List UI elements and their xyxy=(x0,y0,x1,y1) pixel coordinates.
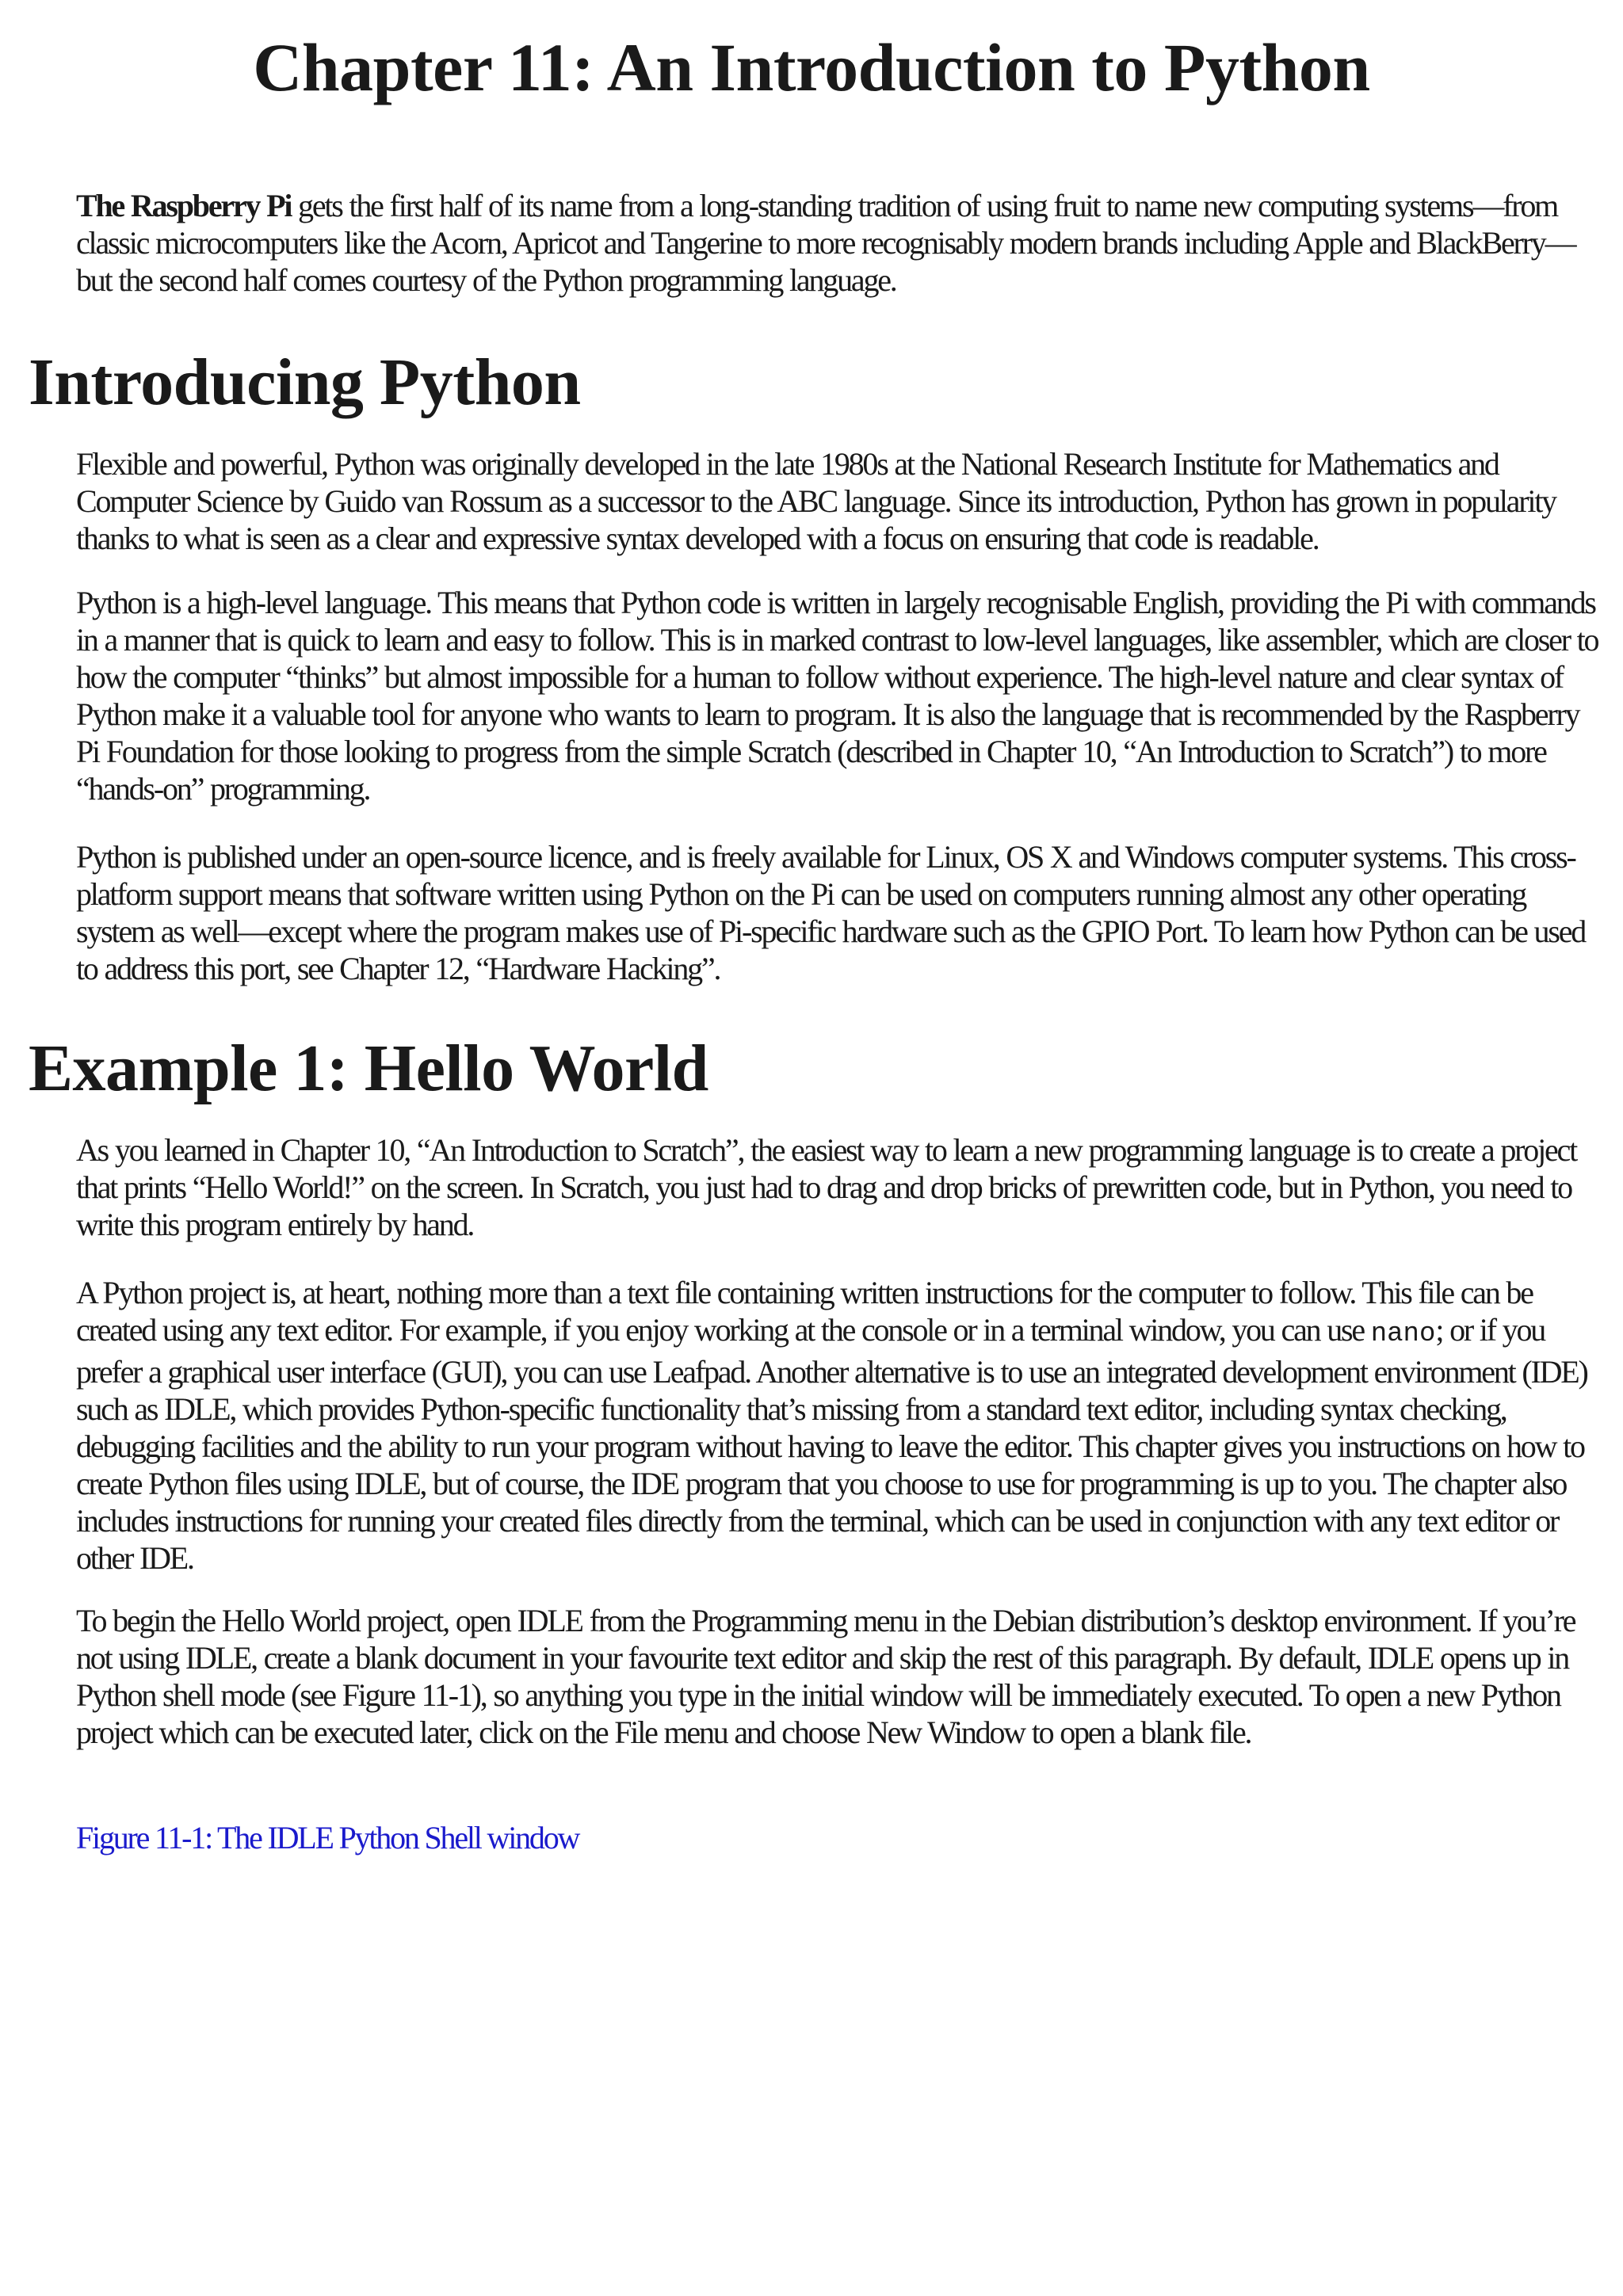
intro-lead: The Raspberry Pi xyxy=(76,188,292,223)
example-paragraph-2-start: A Python project is, at heart, nothing more than a text file containing written instructions for the computer to follow. This file can be created using any text editor. For example, if you enjoy working at the console or in a terminal window, you can use xyxy=(76,1275,1533,1348)
example-paragraph-2 xyxy=(76,1274,1606,1577)
section-heading-hello-world: Example 1: Hello World xyxy=(29,1032,708,1105)
nano-command: nano xyxy=(1370,1319,1436,1349)
introducing-paragraph-2: Python is a high-level language. This means that Python code is written in largely recognisable English, providing the Pi with commands in a manner that is quick to learn and easy to follow. This is in marked contrast to low-level languages, like assembler, which are closer to how the computer “thinks” but almost impossible for a human to follow without experience. The high-level nature and clear syntax of Python make it a valuable tool for anyone who wants to learn to program. It is also the language that is recommended by the Raspberry Pi Foundation for those looking to progress from the simple Scratch (described in Chapter 10, “An Introduction to Scratch”) to more “hands-on” programming. xyxy=(76,585,1598,807)
example-paragraph-2-end: ; or if you prefer a graphical user interface (GUI), you can use Leafpad. Another alternative is to use an integrated development environment (IDE) such as IDLE, which provides Python-specific functionality that’s missing from a standard text editor, including syntax checking, debugging facilities and the ability to run your program without having to leave the editor. This chapter gives you instructions on how to create Python files using IDLE, but of course, the IDE program that you choose to use for programming is up to you. The chapter also includes instructions for running your created files directly from the terminal, which can be used in conjunction with any text editor or other IDE. xyxy=(76,1312,1587,1576)
example-paragraph-3: To begin the Hello World project, open IDLE from the Programming menu in the Debian distribution’s desktop environment. If you’re not using IDLE, create a blank document in your favourite text editor and skip the rest of this paragraph. By default, IDLE opens up in Python shell mode (see Figure 11-1), so anything you type in the initial window will be immediately executed. To open a new Python project which can be executed later, click on the File menu and choose New Window to open a blank file. xyxy=(76,1603,1575,1750)
figure-11-1-link[interactable]: Figure 11-1: The IDLE Python Shell window xyxy=(76,1820,579,1855)
section-heading-introducing-python: Introducing Python xyxy=(29,345,581,419)
intro-text: gets the first half of its name from a long-standing tradition of using fruit to name new computing systems—from classic microcomputers like the Acorn, Apricot and Tangerine to more recognisably modern brands including Apple and BlackBerry—but the second half comes courtesy of the Python programming language. xyxy=(76,188,1575,298)
introducing-paragraph-3: Python is published under an open-source licence, and is freely available for Linux, OS X and Windows computer systems. This cross-platform support means that software written using Python on the Pi can be used on computers running almost any other operating system as well—except where the program makes use of Pi-specific hardware such as the GPIO Port. To learn how Python can be used to address this port, see Chapter 12, “Hardware Hacking”. xyxy=(76,839,1586,986)
intro-paragraph xyxy=(76,187,1606,299)
example-paragraph-1: As you learned in Chapter 10, “An Introduction to Scratch”, the easiest way to learn a new programming language is to create a project that prints “Hello World!” on the screen. In Scratch, you just had to drag and drop bricks of prewritten code, but in Python, you need to write this program entirely by hand. xyxy=(76,1132,1577,1242)
introducing-paragraph-1: Flexible and powerful, Python was originally developed in the late 1980s at the National Research Institute for Mathematics and Computer Science by Guido van Rossum as a successor to the ABC language. Since its introduction, Python has grown in popularity thanks to what is seen as a clear and expressive syntax developed with a focus on ensuring that code is readable. xyxy=(76,446,1556,556)
chapter-title: Chapter 11: An Introduction to Python xyxy=(253,29,1370,105)
